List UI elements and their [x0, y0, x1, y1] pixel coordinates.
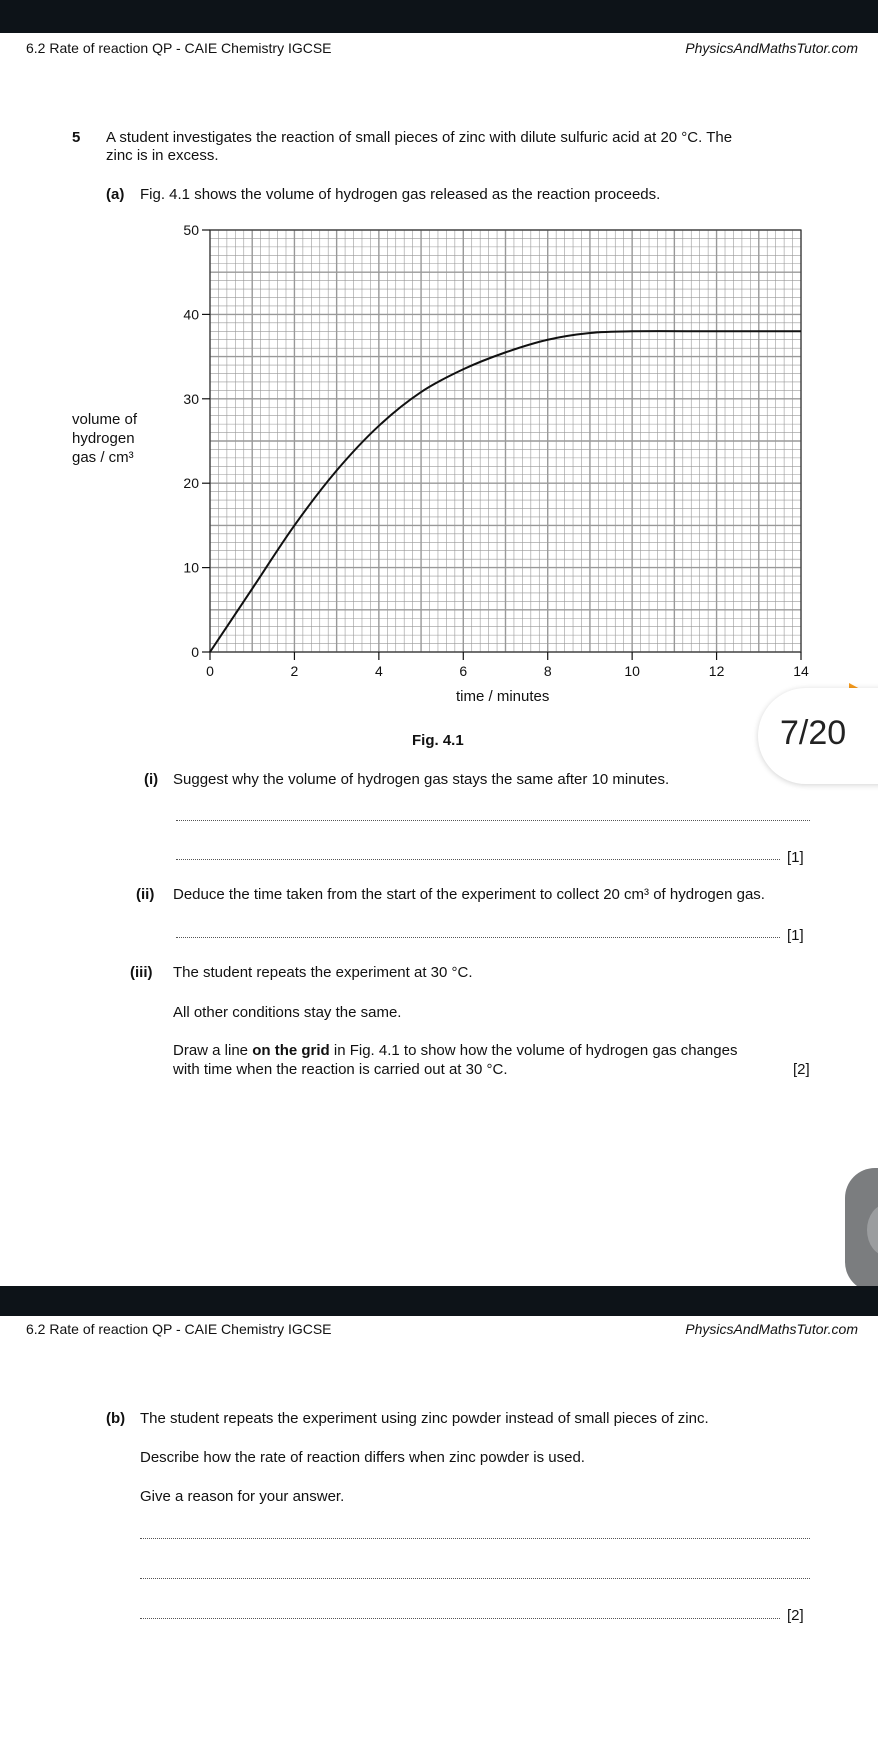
- answer-line[interactable]: [176, 820, 810, 821]
- part-a-label: (a): [106, 186, 125, 203]
- question-iii-text2: All other conditions stay the same.: [173, 1004, 402, 1021]
- question-number: 5: [72, 129, 81, 146]
- answer-line[interactable]: [140, 1618, 780, 1619]
- y-tick-label: 50: [183, 222, 199, 238]
- page2-header-site: PhysicsAndMathsTutor.com: [685, 1321, 858, 1337]
- page-header-title: 6.2 Rate of reaction QP - CAIE Chemistry IGCSE: [26, 40, 332, 56]
- page-header-site: PhysicsAndMathsTutor.com: [685, 40, 858, 56]
- question-i-text: Suggest why the volume of hydrogen gas stays the same after 10 minutes.: [173, 771, 670, 788]
- x-tick-label: 2: [290, 663, 299, 679]
- part-b-mark: [2]: [787, 1607, 804, 1624]
- page-top-bar: [0, 0, 878, 33]
- x-tick-label: 6: [459, 663, 468, 679]
- answer-line[interactable]: [140, 1538, 810, 1539]
- page-separator-bar: [0, 1286, 878, 1316]
- question-i-mark: [1]: [787, 849, 804, 866]
- x-tick-label: 12: [708, 663, 725, 679]
- y-tick-label: 10: [183, 559, 199, 576]
- x-axis-label: time / minutes: [456, 688, 550, 705]
- part-a-text: Fig. 4.1 shows the volume of hydrogen gas released as the reaction proceeds.: [140, 186, 661, 203]
- part-b-label: (b): [106, 1410, 126, 1427]
- y-tick-label: 0: [191, 644, 199, 660]
- part-b-text: The student repeats the experiment using zinc powder instead of small pieces of zinc.: [140, 1410, 709, 1427]
- question-ii-mark: [1]: [787, 927, 804, 944]
- y-axis-label-line3: gas / cm³: [72, 449, 134, 466]
- answer-line[interactable]: [176, 859, 780, 860]
- part-b-text2: Describe how the rate of reaction differs when zinc powder is used.: [140, 1449, 585, 1466]
- x-tick-label: 0: [206, 663, 214, 679]
- hydrogen-volume-chart: [0, 200, 878, 720]
- question-intro-line2: zinc is in excess.: [106, 147, 219, 164]
- figure-caption: Fig. 4.1: [412, 732, 464, 749]
- scroll-handle[interactable]: [845, 1168, 878, 1292]
- question-iii-text1: The student repeats the experiment at 30 °C.: [173, 964, 473, 981]
- question-ii-label: (ii): [136, 886, 155, 903]
- y-axis-label-line2: hydrogen: [72, 430, 135, 447]
- question-intro-line1: A student investigates the reaction of small pieces of zinc with dilute sulfuric acid at 20 °C. The: [106, 129, 733, 146]
- y-tick-label: 30: [183, 390, 199, 407]
- question-iii-mark: [2]: [793, 1061, 810, 1078]
- y-tick-label: 20: [183, 475, 199, 492]
- part-b-text3: Give a reason for your answer.: [140, 1488, 345, 1505]
- x-tick-label: 4: [374, 663, 383, 679]
- page2-header-title: 6.2 Rate of reaction QP - CAIE Chemistry IGCSE: [26, 1321, 332, 1337]
- y-axis-label-line1: volume of: [72, 411, 138, 428]
- question-iii-label: (iii): [130, 964, 153, 981]
- question-iii-text4: with time when the reaction is carried out at 30 °C.: [173, 1061, 508, 1078]
- y-tick-label: 40: [183, 306, 199, 323]
- answer-line[interactable]: [176, 937, 780, 938]
- question-i-label: (i): [144, 771, 159, 788]
- page-indicator: 7/20: [758, 688, 878, 784]
- question-ii-text: Deduce the time taken from the start of the experiment to collect 20 cm³ of hydrogen gas.: [173, 886, 765, 903]
- x-tick-label: 14: [793, 663, 809, 679]
- answer-line[interactable]: [140, 1578, 810, 1579]
- x-tick-label: 10: [624, 663, 640, 679]
- question-iii-text3: Draw a line on the grid in Fig. 4.1 to show how the volume of hydrogen gas changes: [173, 1042, 738, 1059]
- x-tick-label: 8: [543, 663, 552, 679]
